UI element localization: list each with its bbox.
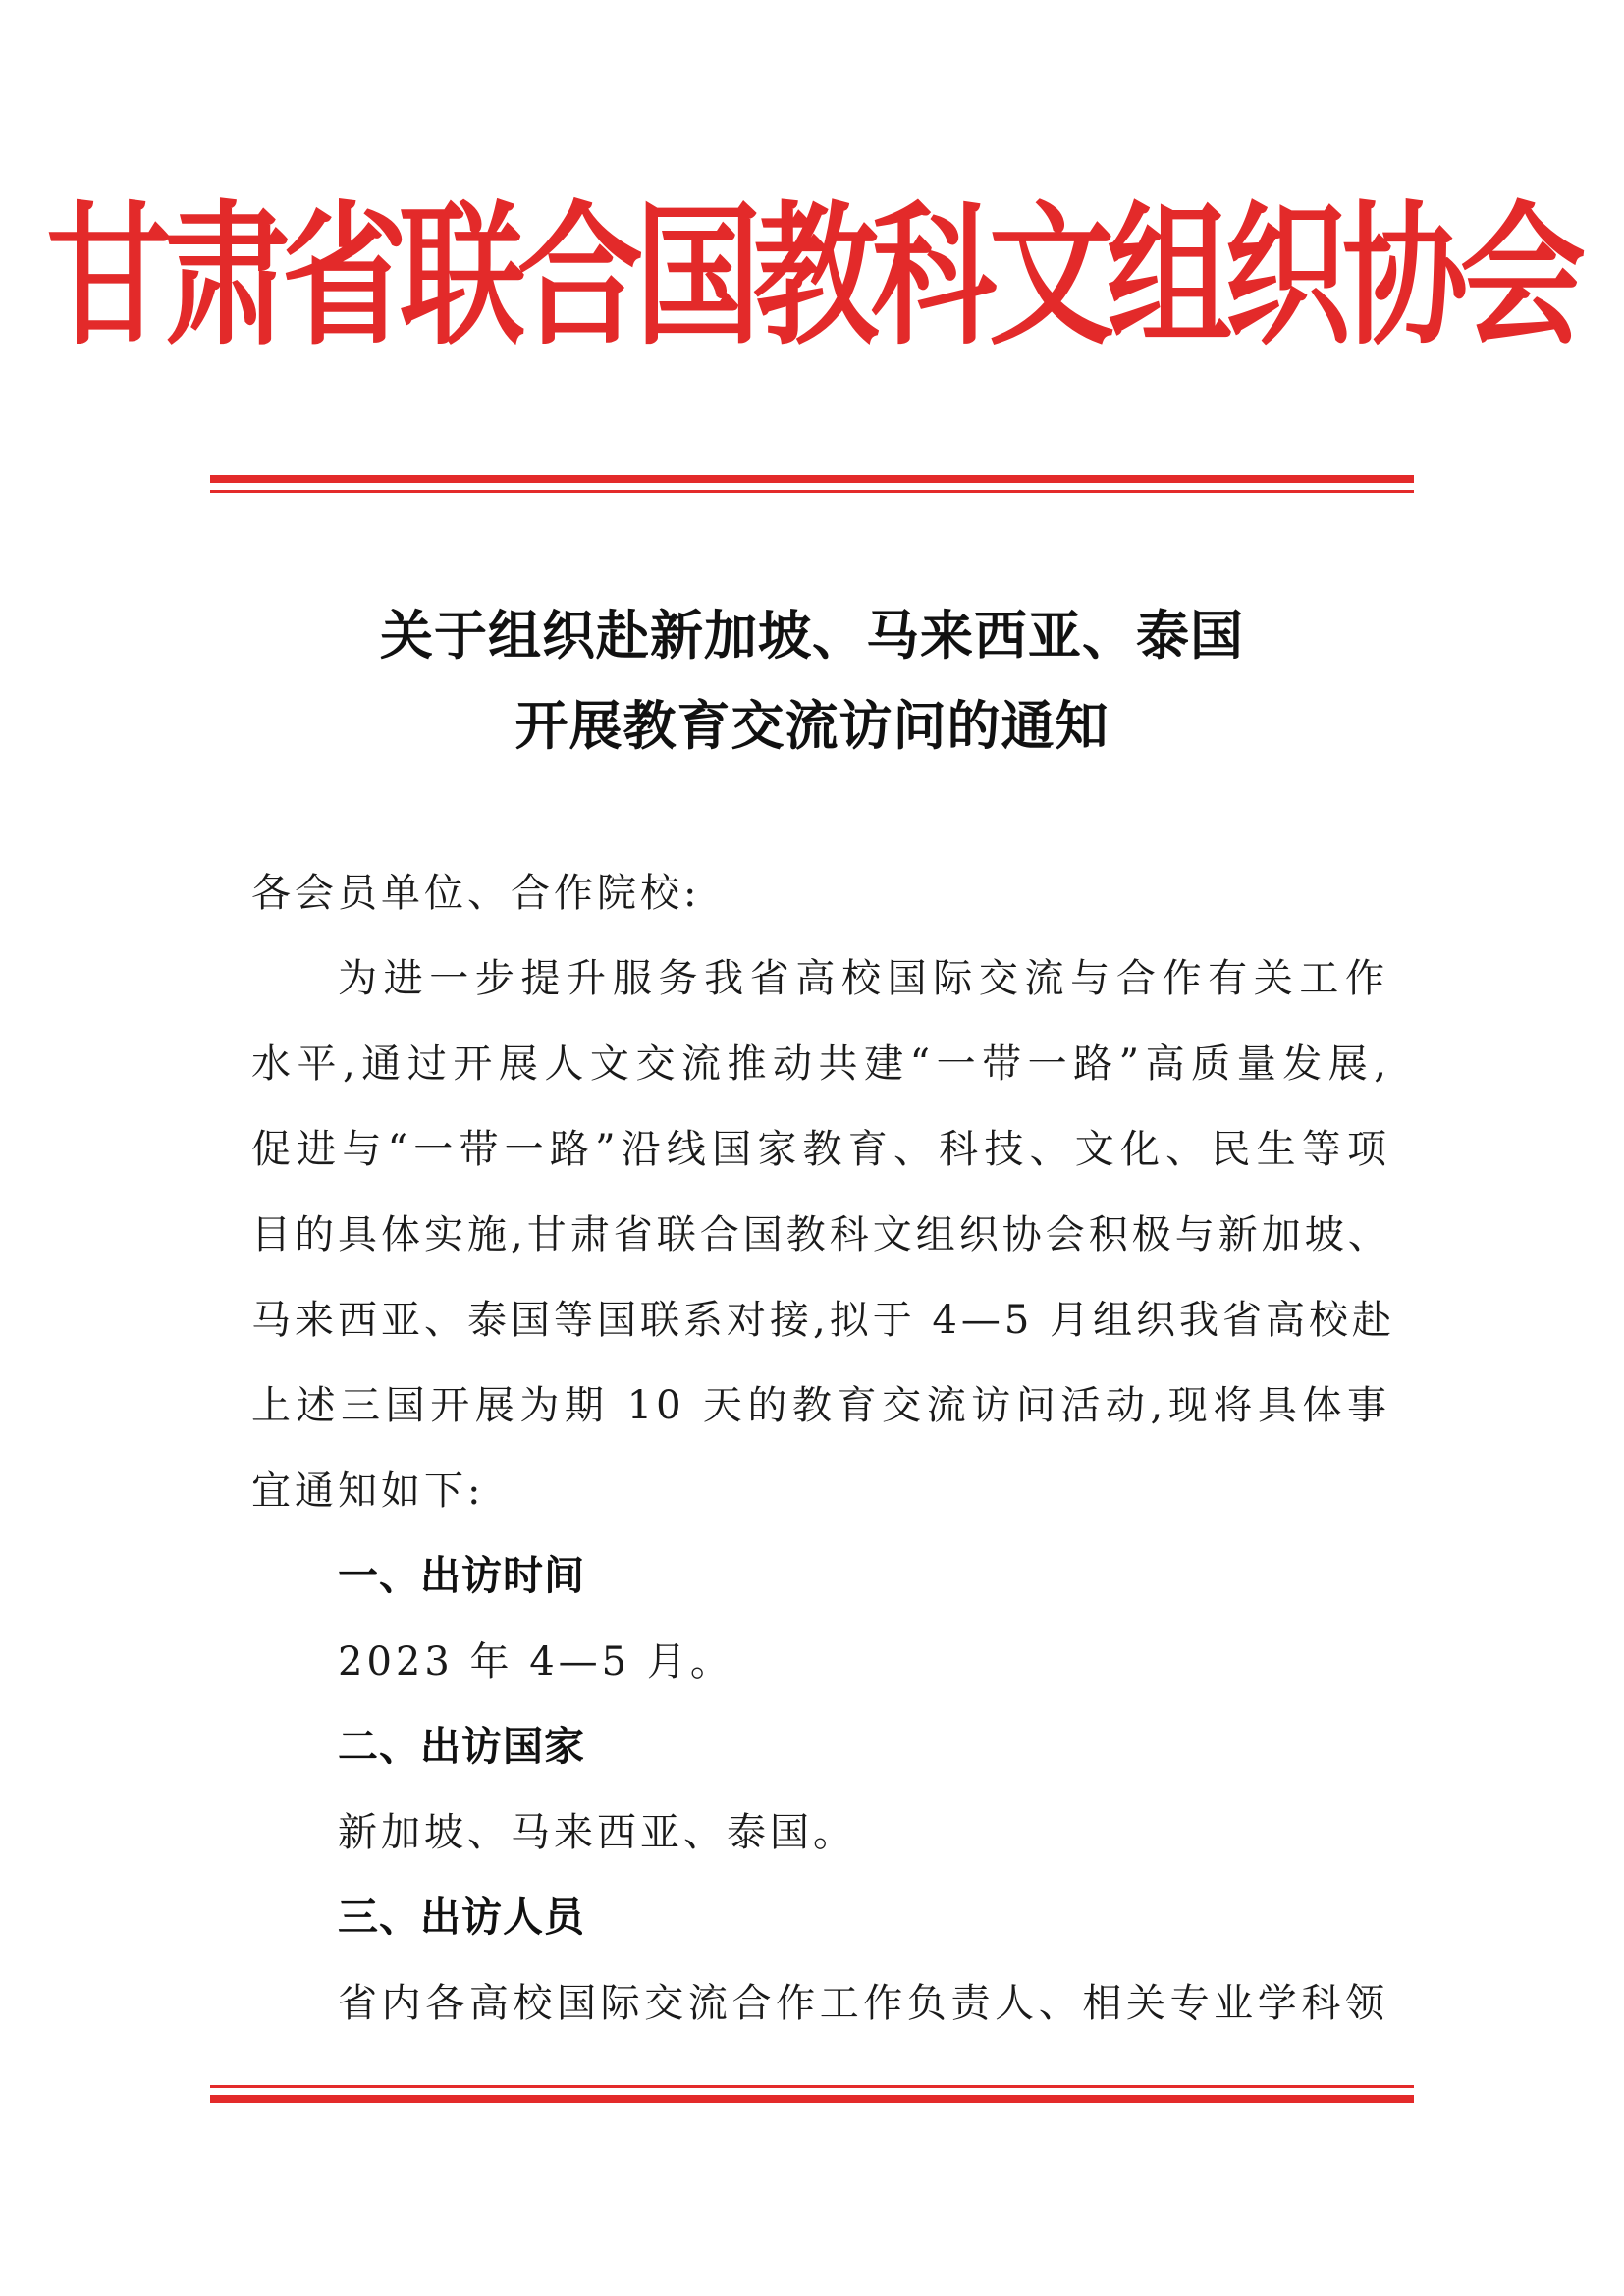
section-heading-personnel: 三、出访人员 xyxy=(338,1894,585,1941)
letterhead-rule-thick xyxy=(210,475,1414,483)
section-heading-time: 一、出访时间 xyxy=(338,1552,585,1599)
section-content-personnel: 省内各高校国际交流合作工作负责人、相关专业学科领 xyxy=(338,1981,1388,2026)
footer-rule-thin xyxy=(210,2085,1414,2088)
body-line-7: 宜通知如下: xyxy=(251,1468,485,1514)
footer-rule-thick xyxy=(210,2095,1414,2103)
salutation: 各会员单位、合作院校: xyxy=(251,871,701,916)
section-content-time: 2023 年 4—5 月。 xyxy=(338,1639,733,1684)
body-line-4: 目的具体实施,甘肃省联合国教科文组织协会积极与新加坡、 xyxy=(251,1212,1391,1257)
section-heading-countries: 二、出访国家 xyxy=(338,1723,585,1770)
document-title-line-1: 关于组织赴新加坡、马来西亚、泰国 xyxy=(380,604,1244,667)
letterhead-rule-thin xyxy=(210,490,1414,493)
body-line-6: 上述三国开展为期 10 天的教育交流访问活动,现将具体事 xyxy=(251,1383,1390,1428)
body-line-3: 促进与“一带一路”沿线国家教育、科技、文化、民生等项 xyxy=(251,1127,1390,1172)
section-content-countries: 新加坡、马来西亚、泰国。 xyxy=(338,1810,856,1855)
body-line-2: 水平,通过开展人文交流推动共建“一带一路”高质量发展, xyxy=(251,1041,1390,1087)
letterhead-title: 甘肃省联合国教科文组织协会 xyxy=(45,187,1578,367)
document-title-line-2: 开展教育交流访问的通知 xyxy=(514,694,1110,757)
body-line-1: 为进一步提升服务我省高校国际交流与合作有关工作 xyxy=(338,956,1388,1001)
body-line-5: 马来西亚、泰国等国联系对接,拟于 4—5 月组织我省高校赴 xyxy=(251,1298,1396,1343)
